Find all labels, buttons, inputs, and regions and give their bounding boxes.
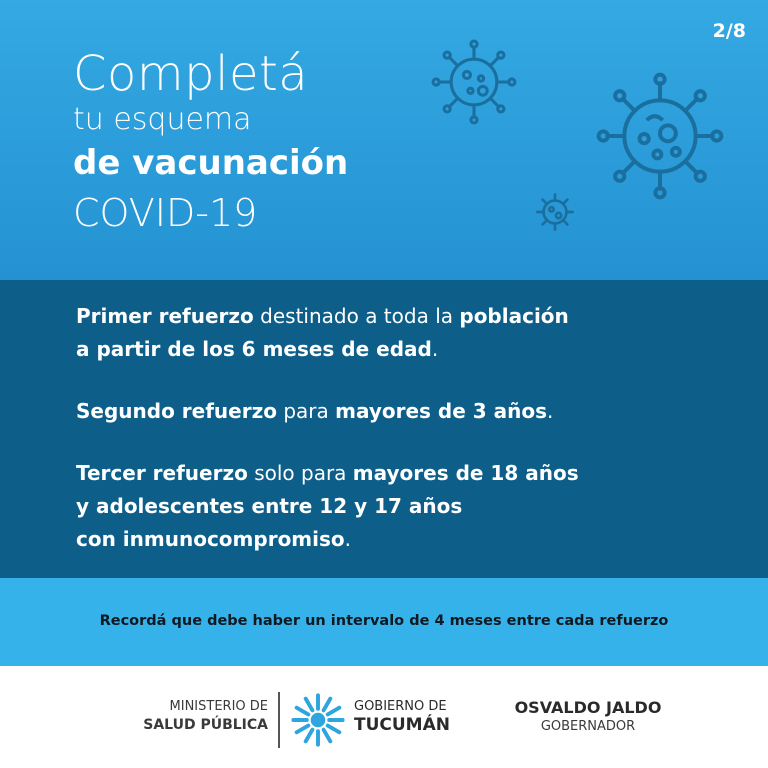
immunocompromised-text: con inmunocompromiso — [76, 527, 345, 551]
over-18-text: mayores de 18 años — [352, 461, 579, 485]
third-booster-text — [76, 457, 768, 556]
period: . — [344, 527, 352, 551]
virus-icon-large — [594, 70, 726, 202]
third-booster-label: Tercer refuerzo — [76, 461, 248, 485]
footer-logos — [0, 666, 768, 768]
governor-title: GOBERNADOR — [540, 719, 636, 734]
governor-name: OSVALDO JALDO — [514, 698, 662, 717]
headline — [73, 46, 348, 238]
hero-banner — [0, 0, 768, 280]
over-3-text: mayores de 3 años — [335, 399, 548, 423]
booster-info-band — [0, 280, 768, 578]
ministry-line-1: MINISTERIO DE — [169, 699, 268, 714]
second-booster-text — [76, 395, 768, 428]
tucuman-sun-logo-icon — [290, 692, 346, 748]
ministry-logo-text — [143, 698, 268, 734]
second-booster-desc: para — [276, 399, 336, 423]
gov-line-2: TUCUMÁN — [354, 715, 450, 735]
population-text: población — [459, 304, 569, 328]
page-indicator: 2/8 — [712, 20, 746, 42]
governor-signature — [500, 697, 676, 736]
virus-icon — [430, 38, 518, 126]
tucuman-government-text — [354, 698, 450, 734]
second-booster-label: Segundo refuerzo — [76, 399, 277, 423]
reminder-band — [0, 578, 768, 666]
headline-line-3: de vacunación — [73, 143, 349, 183]
headline-line-1: Completá — [73, 46, 309, 102]
headline-line-2: tu esquema — [73, 102, 252, 137]
ministry-line-2: SALUD PÚBLICA — [143, 717, 268, 733]
period: . — [431, 337, 439, 361]
virus-icon-small — [533, 190, 577, 234]
first-booster-desc: destinado a toda la — [253, 304, 460, 328]
period: . — [547, 399, 554, 423]
footer-divider — [278, 692, 280, 748]
third-booster-desc: solo para — [247, 461, 353, 485]
first-booster-label: Primer refuerzo — [76, 304, 254, 328]
age-range-text: a partir de los 6 meses de edad — [76, 337, 432, 361]
headline-line-4: COVID-19 — [73, 191, 258, 235]
gov-line-1: GOBIERNO DE — [354, 699, 447, 714]
adolescents-text: y adolescentes entre 12 y 17 años — [76, 494, 463, 518]
first-booster-text — [76, 300, 768, 366]
interval-reminder: Recordá que debe haber un intervalo de 4 meses entre cada refuerzo — [99, 613, 669, 629]
